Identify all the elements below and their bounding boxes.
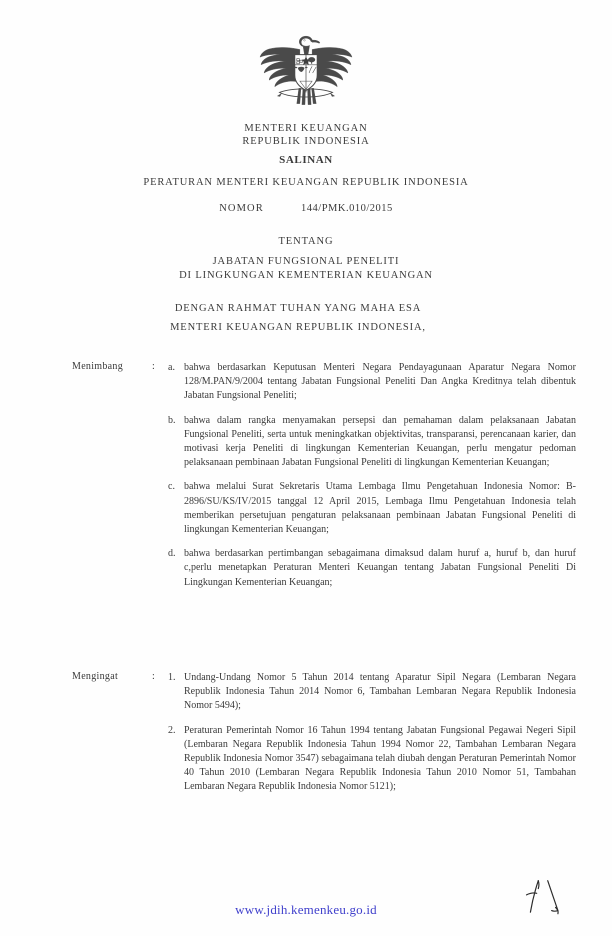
item-text: bahwa melalui Surat Sekretaris Utama Lembaga Ilmu Pengetahuan Indonesia Nomor: B-2896/SU/KS/IV/2015 tanggal 12 April 2015, Lembaga Ilmu Pengetahuan Indonesia telah memberikan persetujuan pengaturan pelaksanaan pembinaan Jabatan Fungsional Peneliti di lingkungan Kementerian Keuangan; [184,481,576,536]
list-item [168,414,576,471]
regulation-heading: PERATURAN MENTERI KEUANGAN REPUBLIK INDONESIA [143,177,469,188]
emblem-container [0,28,612,125]
garuda-pancasila-emblem [254,28,358,120]
item-text: bahwa berdasarkan pertimbangan sebagaimana dimaksud dalam huruf a, huruf b, dan huruf c,perlu menetapkan Peraturan Menteri Keuangan tentang Jabatan Fungsional Peneliti Di Lingkungan Kementerian Keuangan; [184,548,576,588]
item-text: Undang-Undang Nomor 5 Tahun 2014 tentang Aparatur Sipil Negara (Lembaran Negara Republik Indonesia Tahun 2014 Nomor 6, Tambahan Lembaran Negara Republik Indonesia Nomor 5494); [184,672,576,712]
item-marker: 2. [168,724,176,736]
item-text: Peraturan Pemerintah Nomor 16 Tahun 1994 tentang Jabatan Fungsional Pegawai Negeri Sipil (Lembaran Negara Republik Indonesia Tahun 1994 Nomor 22, Tambahan Lembaran Negara Republik Indonesia Nomor 3547) sebagaimana telah diubah dengan Peraturan Pemerintah Nomor 40 Tahun 2010 (Lembaran Negara Republik Indonesia Tahun 2010 Nomor 51, Tambahan Lembaran Negara Republik Indonesia Nomor 5121); [184,724,576,793]
item-marker: d. [168,548,176,560]
blessing-line: DENGAN RAHMAT TUHAN YANG MAHA ESA [174,303,422,314]
considering-items [168,361,576,590]
about-label: TENTANG [278,236,334,247]
considering-label: Menimbang [72,361,124,372]
item-text: bahwa dalam rangka menyamakan persepsi dan pemahaman dalam pelaksanaan Jabatan Fungsional Peneliti, serta untuk meningkatkan objektivitas, transparansi, perencanaan karier, dan motivasi kerja Peneliti di lingkungan Kementerian Keuangan, perlu mengatur pedoman pelaksanaan pembinaan Jabatan Fungsional Peneliti di lingkungan Kementerian Keuangan; [184,414,576,469]
recalling-label: Mengingat [72,671,119,682]
regulation-title-line-1: JABATAN FUNGSIONAL PENELITI [212,256,400,267]
copy-mark: SALINAN [279,154,333,166]
authority-line: MENTERI KEUANGAN REPUBLIK INDONESIA, [170,322,426,333]
regulation-number-value: 144/PMK.010/2015 [301,203,393,214]
considering-section [72,361,576,590]
item-marker: c. [168,481,175,493]
item-marker: a. [168,362,175,373]
item-text: bahwa berdasarkan Keputusan Menteri Negara Pendayagunaan Aparatur Negara Nomor 128/M.PAN/9/2004 tentang Jabatan Fungsional Peneliti Dan Angka Kreditnya telah dibentuk Jabatan Fungsional Peneliti; [184,362,576,402]
list-item [168,480,576,537]
emblem-caption-line-1: MENTERI KEUANGAN [244,123,368,134]
item-marker: b. [168,414,176,426]
list-item [168,724,576,795]
recalling-colon: : [152,671,155,682]
list-item [168,671,576,714]
item-marker: 1. [168,672,176,683]
emblem-caption-line-2: REPUBLIK INDONESIA [242,136,370,147]
footer-url[interactable]: www.jdih.kemenkeu.go.id [235,902,377,917]
list-item [168,547,576,590]
considering-colon: : [152,361,155,372]
regulation-number-row [0,203,612,214]
regulation-number-label: NOMOR [219,203,264,214]
recalling-items [168,671,576,795]
regulation-title-line-2: DI LINGKUNGAN KEMENTERIAN KEUANGAN [179,270,433,281]
recalling-section [72,671,576,795]
list-item [168,361,576,404]
